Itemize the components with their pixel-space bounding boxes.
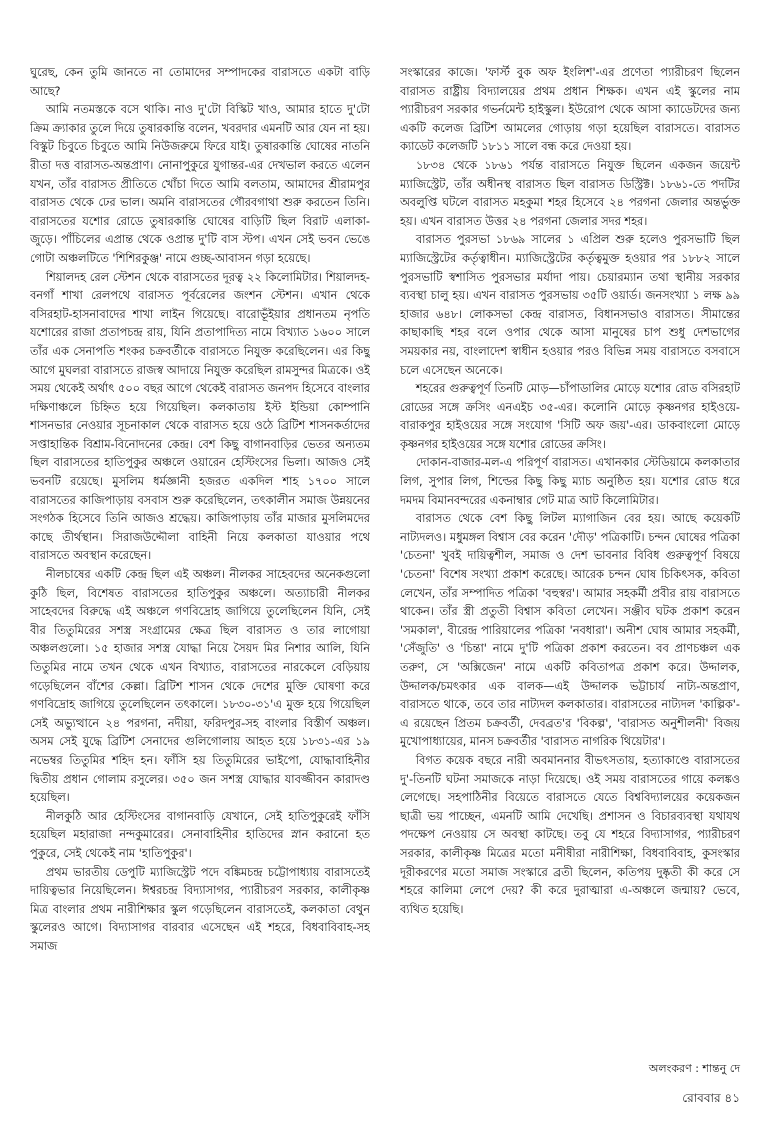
page-folio: রোববার ৪১ — [682, 1091, 740, 1105]
paragraph: বারাসত থেকে বেশ কিছু লিটল ম্যাগাজিন বের হয়। আছে কয়েকটি নাট্যদলও। মধুমঙ্গল বিশ্বাস বের করেন 'দৌড়' পত্রিকাটি। চন্দন ঘোষের পত্রিকা 'চেতনা' খুবই দায়িত্বশীল, সমাজ ও দেশ ভাবনার বিবিধ গুরুত্বপূর্ণ বিষয়ে 'চেতনা' বিশেষ সংখ্যা প্রকাশ করেছে। আরেক চন্দন ঘোষ চিকিৎসক, কবিতা লেখেন, তাঁর সম্পাদিত পত্রিকা 'বহুস্বর'। আমার সহকর্মী প্রবীর রায় বারাসতে থাকেন। তাঁর স্ত্রী প্রতুতী বিশ্বাস কবিতা লেখেন। সঞ্জীব ঘটক প্রকাশ করেন 'সমকাল', বীরেন্দ্র পারিয়ালের পত্রিকা 'নবধারা'। অনীশ ঘোষ আমার সহকর্মী, 'সেঁজুতি' ও 'চিন্তা' নামে দু'টি পত্রিকা প্রকাশ করতেন। বব প্রাণচঞ্চল এক তরুণ, সে 'অক্সিজেন' নামে একটি কবিতাপত্র প্রকাশ করে। উদ্দালক, উদ্দালক/চমৎকার এক বালক—এই উদ্দালক ভট্টাচার্য নাট্য-অন্তপ্রাণ, বারাসতে থাকে, তবে তার নাট্যদল কলকাতার। বারাসতের নাট্যদল 'কাল্পিক'-এ রয়েছেন প্রিতম চক্রবর্তী, দেবব্রত'র 'বিকল্প', 'বারাসত অনুশীলনী' বিজয় মুখোপাধ্যায়ের, মানস চক্রবর্তীর 'বারাসত নাগরিক থিয়েটার'। — [400, 512, 740, 749]
paragraph: ঘুরেছ, কেন তুমি জানতে না তোমাদের সম্পাদকের বারাসতে একটা বাড়ি আছে? — [30, 66, 370, 98]
paragraph: নীলচাষের একটি কেন্দ্র ছিল এই অঞ্চল। নীলকর সাহেবদের অনেকগুলো কুঠি ছিল, বিশেষত বারাসতের হাতিপুকুর অঞ্চলে। অত্যাচারী নীলকর সাহেবদের বিরুদ্ধে এই অঞ্চলে গণবিদ্রোহ জাগিয়ে তুলেছিলেন যিনি, সেই বীর তিতুমিরের সশস্ত্র সংগ্রামের ক্ষেত্র ছিল বারাসত ও তার লাগোয়া অঞ্চলগুলো। ১৫ হাজার সশস্ত্র যোদ্ধা নিয়ে সৈয়দ মির নিশার আলি, যিনি তিতুমির নামে তখন থেকে এখন বিখ্যাত, বারাসতের নারকেলে বেড়িয়ায় গড়েছিলেন বাঁশের কেল্লা। ব্রিটিশ শাসন থেকে দেশের মুক্তি ঘোষণা করে গণবিদ্রোহ জাগিয়ে তুলেছিলেন তৎকালে। ১৮৩০-৩১'এ মুক্ত হয়ে গিয়েছিল সেই অভ্যুত্থানে ২৪ পরগনা, নদীয়া, ফরিদপুর-সহ বাংলার বিস্তীর্ণ অঞ্চল। অসম সেই যুদ্ধে ব্রিটিশ সেনাদের গুলিগোলায় আহত হয়ে ১৮৩১-এর ১৯ নভেম্বর তিতুমির শহিদ হন। ফাঁসি হয় তিতুমিরের ভাইপো, যোদ্ধাবাহিনীর দ্বিতীয় প্রধান গোলাম রসুলের। ৩৫০ জন সশস্ত্র যোদ্ধার যাবজ্জীবন কারাদণ্ড হয়েছিল। — [30, 568, 370, 805]
paragraph: সংস্কারের কাজে। 'ফার্স্ট বুক অফ ইংলিশ'-এর প্রণেতা প্যারীচরণ ছিলেন বারাসত রাষ্ট্রীয় বিদ্যালয়ের প্রথম প্রধান শিক্ষক। এখন এই স্কুলের নাম প্যারীচরণ সরকার গভর্নমেন্ট হাইস্কুল। ইউরোপ থেকে আসা ক্যাডেটদের জন্য একটি কলেজ ব্রিটিশ আমলের গোড়ায় গড়া হয়েছিল বারাসতে। বারাসত ক্যাডেট কলেজটি ১৮১১ সালে বন্ধ করে দেওয়া হয়। — [400, 66, 740, 154]
article-column-right — [400, 64, 740, 1054]
paragraph: শিয়ালদহ রেল স্টেশন থেকে বারাসতের দূরত্ব ২২ কিলোমিটার। শিয়ালদহ-বনগাঁ শাখা রেলপথে বারাসত পূর্বরেলের জংশন স্টেশন। এখান থেকে বসিরহাট-হাসনাবাদের শাখা লাইন গিয়েছে। বারোভূঁইয়ার প্রধানতম নৃপতি যশোরের রাজা প্রতাপচন্দ্র রায়, যিনি প্রতাপাদিত্য নামে বিখ্যাত ১৬০০ সালে তাঁর এক সেনাপতি শংকর চক্রবর্তীকে বারাসতে নিযুক্ত করেছিলেন। এর কিছু আগে মুঘলরা বারাসতে রাজস্ব আদায়ে নিযুক্ত করেছিল রামসুন্দর মিত্রকে। ওই সময় থেকেই অর্থাৎ ৫০০ বছর আগে থেকেই বারাসত জনপদ হিসেবে বাংলার দক্ষিণাঞ্চলে চিহ্নিত হয়ে গিয়েছিল। কলকাতায় ইস্ট ইন্ডিয়া কোম্পানি শাসনভার নেওয়ার সূচনাকাল থেকে বারাসত হয়ে ওঠে ব্রিটিশ শাসনকর্তাদের সপ্তাহান্তিক বিশ্রাম-বিনোদনের কেন্দ্র। বেশ কিছু বাগানবাড়ির ভেতর অন্যতম ছিল বারাসতের হাতিপুকুর অঞ্চলে ওয়ারেন হেস্টিংসের ভিলা। আজও সেই ভবনটি রয়েছে। মুসলিম ধর্মজ্ঞানী হজরত একদিল শাহ ১৭০০ সালে বারাসতের কাজিপাড়ায় বসবাস শুরু করেছিলেন, তৎকালীন সমাজ উন্নয়নের সংগঠক হিসেবে তিনি আজও শ্রদ্ধেয়। কাজিপাড়ায় তাঁর মাজার মুসলিমদের কাছে তীর্থস্থান। সিরাজউদ্দৌলা বাহিনী নিয়ে কলকাতা যাওয়ার পথে বারাসতে অবস্থান করেছেন। — [30, 270, 370, 563]
paragraph: প্রথম ভারতীয় ডেপুটি ম্যাজিস্ট্রেট পদে বঙ্কিমচন্দ্র চট্টোপাধ্যায় বারাসতেই দায়িত্বভার নিয়েছিলেন। ঈশ্বরচন্দ্র বিদ্যাসাগর, প্যারীচরণ সরকার, কালীকৃষ্ণ মিত্র বাংলার প্রথম নারীশিক্ষার স্কুল গড়েছিলেন বারাসতেই, কলকাতা বেথুন স্কুলেরও আগে। বিদ্যাসাগর বারবার এসেছেন এই শহরে, বিধবাবিবাহ-সহ সমাজ — [30, 865, 370, 953]
article-column-left — [30, 64, 370, 1054]
paragraph: আমি নতমস্তকে বসে থাকি। নাও দু'টো বিস্কিট খাও, আমার হাতে দু'টো ক্রিম ক্র্যাকার তুলে দিয়ে তুষারকান্তি বলেন, খবরদার এমনটি আর যেন না হয়। বিস্কুট চিবুতে চিবুতে আমি নিউজরুমে ফিরে যাই। তুষারকান্তি ঘোষের নাতনি রীতা দত্ত বারাসত-অন্তপ্রাণ। নোনাপুকুরে যুগান্তর-এর দেখভাল করতে এলেন যখন, তাঁর বারাসত প্রীতিতে খোঁচা দিতে আমি বলতাম, আমাদের শ্রীরামপুর বারাসত থেকে ঢের ভাল। অমনি বারাসতের গৌরবগাথা শুরু করতেন তিনি। বারাসতের যশোর রোডে তুষারকান্তি ঘোষের বাড়িটি ছিল বিরাট এলাকা-জুড়ে। পাঁচিলের এপ্রান্ত থেকে ওপ্রান্ত দু'টি বাস স্টপ। এখন সেই ভবন ভেঙে গোটা অঞ্চলটিতে 'শিশিরকুঞ্জ' নামে গুচ্ছ-আবাসন গড়া হয়েছে। — [30, 103, 370, 265]
illustration-credit: অলংকরণ : শান্তনু দে — [648, 1062, 740, 1075]
paragraph: শহরের গুরুত্বপূর্ণ তিনটি মোড়—চাঁপাডালির মোড়ে যশোর রোড বসিরহাট রোডের সঙ্গে ক্রসিং এনএইচ ৩৫-এর। কলোনি মোড়ে কৃষ্ণনগর হাইওয়ে-বারাকপুর হাইওয়ের সঙ্গে সংযোগ 'সিটি অফ জয়'-এর। ডাকবাংলো মোড়ে কৃষ্ণনগর হাইওয়ের সঙ্গে যশোর রোডের ক্রসিং। — [400, 382, 740, 451]
paragraph: ১৮৩৪ থেকে ১৮৬১ পর্যন্ত বারাসতে নিযুক্ত ছিলেন একজন জয়েন্ট ম্যাজিস্ট্রেট, তাঁর অধীনস্থ বারাসত ছিল বারাসত ডিস্ট্রিক্ট। ১৮৬১-তে পদটির অবলুপ্তি ঘটলে বারাসত মহকুমা শহর হিসেবে ২৪ পরগনা জেলার অন্তর্ভুক্ত হয়। এখন বারাসত উত্তর ২৪ পরগনা জেলার সদর শহর। — [400, 158, 740, 228]
paragraph: দোকান-বাজার-মল-এ পরিপূর্ণ বারাসত। এখানকার স্টেডিয়ামে কলকাতার লিগ, সুপার লিগ, শিল্ডের কিছু কিছু ম্যাচ অনুষ্ঠিত হয়। যশোর রোড ধরে দমদম বিমানবন্দরের একনাম্বার গেট মাত্র আট কিলোমিটার। — [400, 456, 740, 507]
paragraph: বারাসত পুরসভা ১৮৬৯ সালের ১ এপ্রিল শুরু হলেও পুরসভাটি ছিল ম্যাজিস্ট্রেটের কর্তৃত্বাধীন। ম্যাজিস্ট্রেটের কর্তৃত্বমুক্ত হওয়ার পর ১৮৮২ সালে পুরসভাটি স্বশাসিত পুরসভার মর্যাদা পায়। চেয়ারম্যান তথা স্থানীয় সরকার ব্যবস্থা চালু হয়। এখন বারাসত পুরসভায় ৩৫টি ওয়ার্ড। জনসংখ্যা ১ লক্ষ ৯৯ হাজার ৬৪৮। লোকসভা কেন্দ্র বারাসত, বিধানসভাও বারাসত। সীমান্তের কাছাকাছি শহর বলে ওপার থেকে আসা মানুষের চাপ শুধু দেশভাগের সময়কার নয়, বাংলাদেশ স্বাধীন হওয়ার পরও বিভিন্ন সময় বারাসতে বসবাসে চলে এসেছেন অনেকে। — [400, 233, 740, 377]
paragraph: বিগত কয়েক বছরে নারী অবমাননার বীভৎসতায়, হত্যাকাণ্ডে বারাসতের দু'-তিনটি ঘটনা সমাজকে নাড়া দিয়েছে। ওই সময় বারাসতের গায়ে কলঙ্কও লেগেছে। সহপাঠিনীর বিয়েতে বারাসতে যেতে বিশ্ববিদ্যালয়ের কয়েকজন ছাত্রী ভয় পাচ্ছেন, এমনটি আমি দেখেছি। প্রশাসন ও বিচারব্যবস্থা যথাযথ পদক্ষেপ নেওয়ায় সে অবস্থা কাটছে। তবু যে শহরে বিদ্যাসাগর, প্যারীচরণ সরকার, কালীকৃষ্ণ মিত্রের মতো মনীষীরা নারীশিক্ষা, বিধবাবিবাহ, কুসংস্কার দূরীকরণের মতো সমাজ সংস্কারে ব্রতী ছিলেন, কতিপয় দুষ্কৃতী কী করে সে শহরে কালিমা লেপে দেয়? কী করে দুরাত্মারা এ-অঞ্চলে জন্মায়? ভেবে, ব্যথিত হয়েছি। — [400, 753, 740, 916]
paragraph: নীলকুঠি আর হেস্টিংসের বাগানবাড়ি যেখানে, সেই হাতিপুকুরেই ফাঁসি হয়েছিল মহারাজা নন্দকুমারের। সেনাবাহিনীর হাতিদের স্নান করানো হত পুকুরে, সেই থেকেই নাম 'হাতিপুকুর'। — [30, 809, 370, 860]
